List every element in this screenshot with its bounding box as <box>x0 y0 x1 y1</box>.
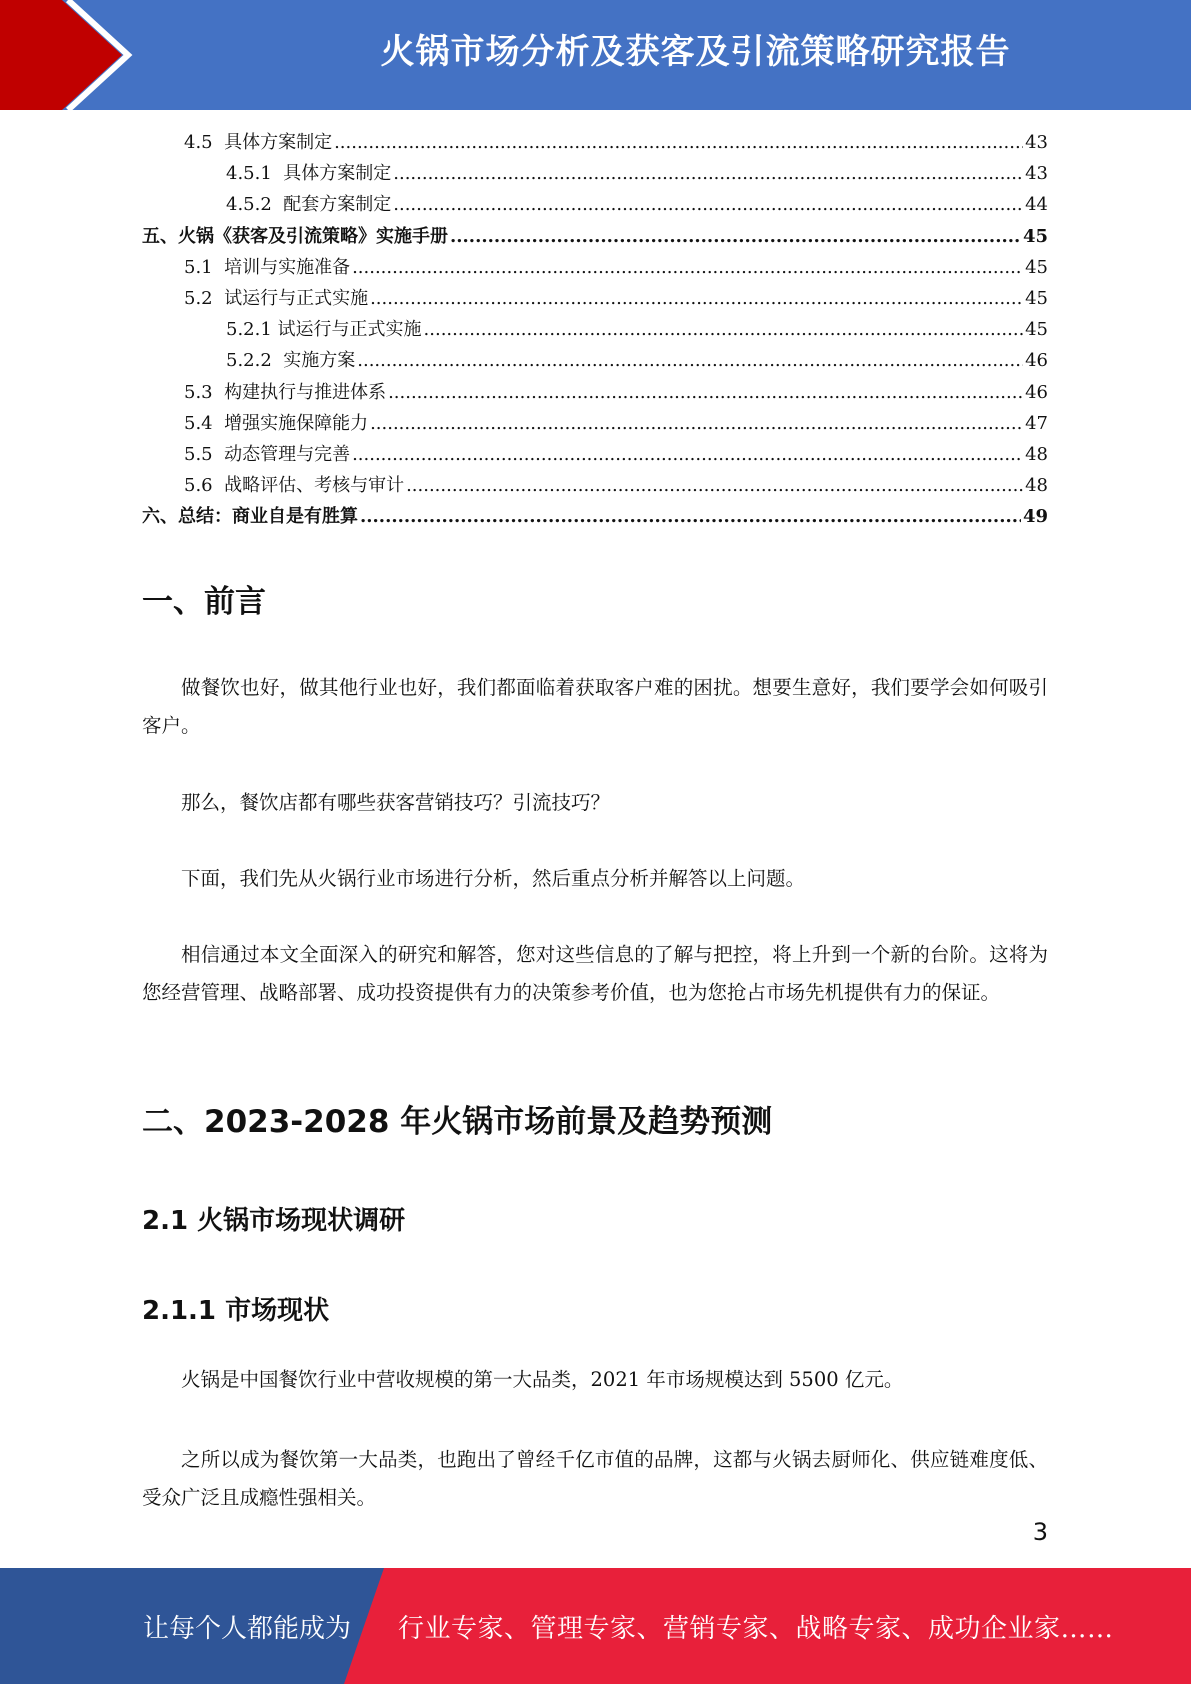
subsubsection-heading: 2.1.1 市场现状 <box>142 1296 330 1326</box>
table-of-contents <box>142 128 1048 533</box>
toc-entry-title: 5.2.2 实施方案 <box>226 350 356 372</box>
toc-leader-dots <box>388 382 1023 403</box>
toc-entry-title: 5.2.1 试运行与正式实施 <box>226 319 422 341</box>
toc-entry-page: 45 <box>1022 225 1048 247</box>
paragraph: 火锅是中国餐饮行业中营收规模的第一大品类，2021 年市场规模达到 5500 亿元。 <box>181 1368 904 1391</box>
toc-entry-title: 5.2 试运行与正式实施 <box>184 287 369 309</box>
toc-leader-dots <box>393 163 1023 184</box>
toc-entry-page: 46 <box>1025 381 1048 403</box>
toc-leader-dots <box>406 475 1023 496</box>
toc-leader-dots <box>370 413 1023 434</box>
toc-entry-page: 44 <box>1025 194 1048 216</box>
page-header <box>0 0 1191 110</box>
toc-entry-title: 5.4 增强实施保障能力 <box>184 412 369 434</box>
paragraph: 相信通过本文全面深入的研究和解答，您对这些信息的了解与把控，将上升到一个新的台阶。这将为您经营管理、战略部署、成功投资提供有力的决策参考价值，也为您抢占市场先机提供有力的保证。 <box>142 943 1048 1004</box>
toc-leader-dots <box>393 194 1023 215</box>
toc-leader-dots <box>357 350 1023 371</box>
toc-entry[interactable] <box>142 315 1048 346</box>
toc-leader-dots <box>360 506 1021 527</box>
footer-slogan-right: 行业专家、管理专家、营销专家、战略专家、成功企业家…… <box>398 1614 1114 1644</box>
toc-leader-dots <box>424 319 1024 340</box>
toc-entry-page: 49 <box>1022 506 1048 528</box>
page-number: 3 <box>1032 1518 1048 1546</box>
toc-entry-page: 48 <box>1025 475 1048 497</box>
toc-entry-title: 5.1 培训与实施准备 <box>184 256 351 278</box>
toc-entry-page: 45 <box>1025 256 1048 278</box>
toc-entry-page: 45 <box>1025 287 1048 309</box>
toc-entry-title: 4.5 具体方案制定 <box>184 132 333 153</box>
paragraph: 做餐饮也好，做其他行业也好，我们都面临着获取客户难的困扰。想要生意好，我们要学会如何吸引客户。 <box>142 676 1048 737</box>
toc-entry-page: 45 <box>1025 319 1048 341</box>
paragraph: 之所以成为餐饮第一大品类，也跑出了曾经千亿市值的品牌，这都与火锅去厨师化、供应链难度低、受众广泛且成瘾性强相关。 <box>142 1448 1048 1509</box>
paragraph: 那么，餐饮店都有哪些获客营销技巧？引流技巧？ <box>181 791 611 814</box>
toc-entry-title: 5.3 构建执行与推进体系 <box>184 381 387 403</box>
page-footer <box>0 1568 1191 1684</box>
toc-leader-dots <box>370 288 1023 309</box>
section-heading-preface: 一、前言 <box>142 584 266 620</box>
header-chevron-decoration <box>0 0 150 110</box>
report-title: 火锅市场分析及获客及引流策略研究报告 <box>380 32 1011 72</box>
toc-entry[interactable] <box>142 471 1048 502</box>
subsection-heading: 2.1 火锅市场现状调研 <box>142 1206 406 1236</box>
toc-entry[interactable] <box>142 502 1048 533</box>
toc-entry[interactable] <box>142 378 1048 409</box>
toc-entry[interactable] <box>142 284 1048 315</box>
toc-entry[interactable] <box>142 440 1048 471</box>
toc-entry-title: 5.5 动态管理与完善 <box>184 443 351 465</box>
toc-entry[interactable] <box>142 346 1048 377</box>
toc-entry-page: 46 <box>1025 350 1048 372</box>
paragraph: 下面，我们先从火锅行业市场进行分析，然后重点分析并解答以上问题。 <box>181 867 806 890</box>
footer-slogan-left: 让每个人都能成为 <box>143 1614 352 1644</box>
toc-entry[interactable] <box>142 222 1048 253</box>
toc-entry-title: 5.6 战略评估、考核与审计 <box>184 475 405 497</box>
toc-entry-page: 43 <box>1025 132 1048 153</box>
toc-entry-title: 4.5.1 具体方案制定 <box>226 163 392 185</box>
toc-entry-title: 五、火锅《获客及引流策略》实施手册 <box>142 225 448 247</box>
toc-entry-title: 4.5.2 配套方案制定 <box>226 194 392 216</box>
toc-entry[interactable] <box>142 190 1048 221</box>
toc-entry-page: 43 <box>1025 163 1048 185</box>
toc-entry[interactable] <box>142 159 1048 190</box>
toc-entry-page: 47 <box>1025 412 1048 434</box>
section-heading-market-forecast: 二、2023-2028 年火锅市场前景及趋势预测 <box>142 1104 773 1140</box>
toc-entry-title: 六、总结：商业自是有胜算 <box>142 506 358 528</box>
toc-entry-page: 48 <box>1025 443 1048 465</box>
toc-leader-dots <box>352 257 1023 278</box>
toc-leader-dots <box>352 444 1023 465</box>
toc-leader-dots <box>334 132 1023 153</box>
toc-entry[interactable] <box>142 128 1048 159</box>
toc-entry[interactable] <box>142 409 1048 440</box>
toc-entry[interactable] <box>142 253 1048 284</box>
toc-leader-dots <box>450 226 1021 247</box>
